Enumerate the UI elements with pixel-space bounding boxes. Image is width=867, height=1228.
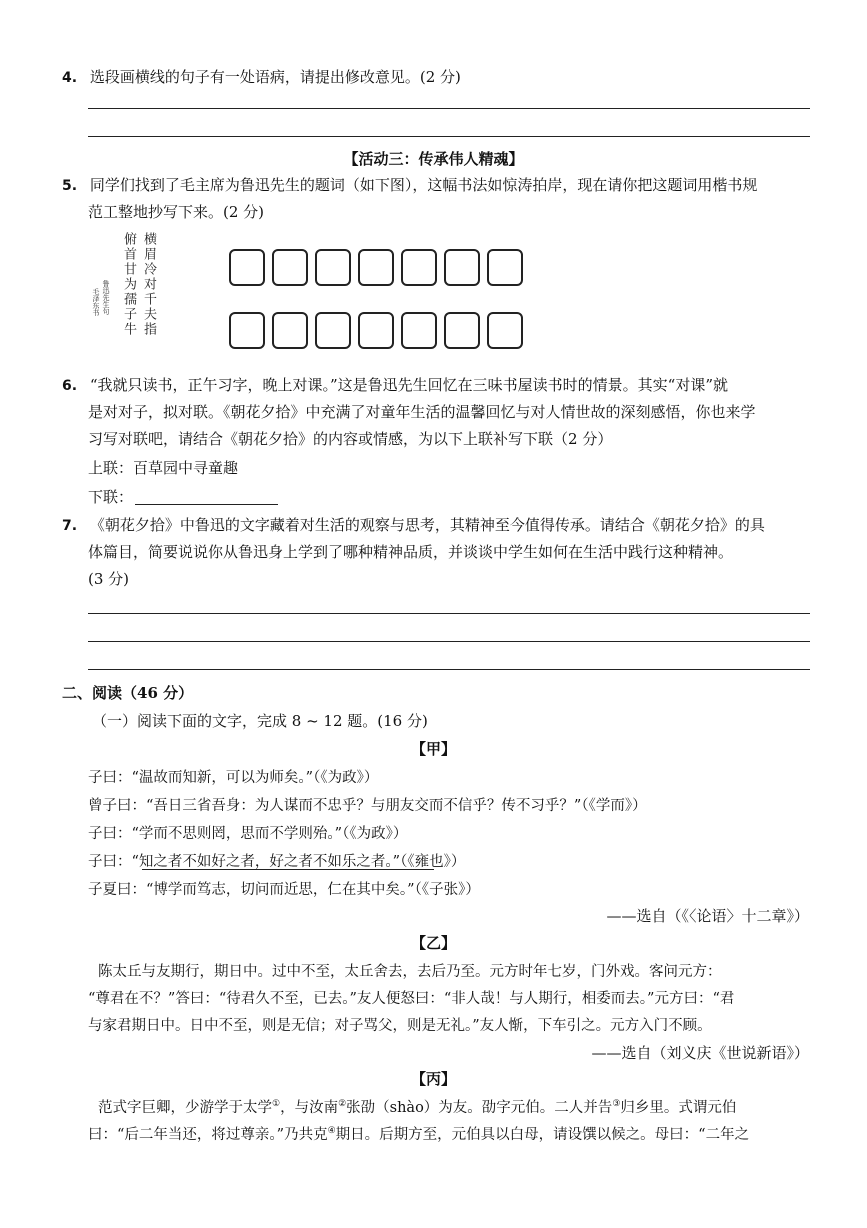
calligraphy-note-1: 鲁迅先生句 <box>102 280 110 315</box>
passage-line: 与家君期日中。日中不至，则是无信；对子骂父，则是无礼。”友人惭，下车引之。元方入门不顾。 <box>88 1018 712 1034</box>
footnote-marker: ① <box>272 1099 281 1110</box>
passage-line: 子夏曰：“博学而笃志，切问而近思，仁在其中矣。”（《子张》） <box>88 882 480 898</box>
section-heading: 二、阅读（46 分） <box>62 684 194 702</box>
writing-box[interactable] <box>444 249 480 286</box>
writing-box[interactable] <box>487 249 523 286</box>
passage-jia-heading: 【甲】 <box>410 740 456 758</box>
writing-box[interactable] <box>487 312 523 349</box>
question-text: “我就只读书，正午习字，晚上对课。”这是鲁迅先生回忆在三味书屋读书时的情景。其实“对课”就 <box>89 376 729 394</box>
question-text-cont: 体篇目，简要说说你从鲁迅身上学到了哪种精神品质，并谈谈中学生如何在生活中践行这种精神。 <box>88 543 734 561</box>
question-4 <box>62 64 461 91</box>
passage-line <box>98 1096 736 1117</box>
passage-source: ——选自（《〈论语〉十二章》） <box>606 907 809 925</box>
question-text: 《朝花夕拾》中鲁迅的文字藏着对生活的观察与思考，其精神至今值得传承。请结合《朝花夕拾》的具 <box>89 516 765 534</box>
question-text-cont: 范工整地抄写下来。(2 分) <box>88 203 265 221</box>
question-6 <box>62 372 728 399</box>
writing-box[interactable] <box>272 312 308 349</box>
text-segment: 期日。后期方至，元伯具以白母，请设馔以候之。母曰：“二年之 <box>335 1127 750 1143</box>
question-text: 同学们找到了毛主席为鲁迅先生的题词（如下图），这幅书法如惊涛拍岸，现在请你把这题词用楷书规 <box>89 176 758 194</box>
question-number: 7. <box>62 518 78 534</box>
activity-heading: 【活动三：传承伟人精魂】 <box>343 150 524 168</box>
footnote-marker: ④ <box>327 1126 336 1137</box>
answer-line[interactable] <box>88 613 810 614</box>
question-5 <box>62 172 757 199</box>
writing-box[interactable] <box>444 312 480 349</box>
passage-line: 陈太丘与友期行，期日中。过中不至，太丘舍去，去后乃至。元方时年七岁，门外戏。客问元方： <box>98 964 722 980</box>
text-segment: 曰：“后二年当还，将过尊亲。”乃共克 <box>88 1127 328 1143</box>
part-heading: （一）阅读下面的文字，完成 8 ~ 12 题。(16 分) <box>92 712 428 730</box>
footnote-marker: ③ <box>612 1099 621 1110</box>
answer-line[interactable] <box>88 108 810 109</box>
question-text-cont: (3 分) <box>88 570 130 588</box>
lower-couplet-label: 下联： <box>88 488 134 506</box>
underline <box>142 869 434 870</box>
writing-box[interactable] <box>358 249 394 286</box>
writing-box[interactable] <box>229 249 265 286</box>
answer-line[interactable] <box>88 136 810 137</box>
writing-box[interactable] <box>229 312 265 349</box>
passage-source: ——选自（刘义庆《世说新语》） <box>591 1044 809 1062</box>
passage-line: 子曰：“温故而知新，可以为师矣。”（《为政》） <box>88 770 379 786</box>
writing-box[interactable] <box>315 312 351 349</box>
text-segment: 张劭（shào）为友。劭字元伯。二人并告 <box>346 1100 613 1116</box>
calligraphy-image <box>90 232 160 362</box>
writing-box[interactable] <box>358 312 394 349</box>
writing-box[interactable] <box>315 249 351 286</box>
upper-couplet: 上联：百草园中寻童趣 <box>88 459 239 477</box>
question-text: 选段画横线的句子有一处语病，请提出修改意见。(2 分) <box>89 68 461 86</box>
answer-line[interactable] <box>88 641 810 642</box>
passage-line <box>88 1123 749 1144</box>
question-number: 5. <box>62 178 78 194</box>
writing-box[interactable] <box>401 249 437 286</box>
text-segment: 归乡里。式谓元伯 <box>620 1100 737 1116</box>
passage-bing-heading: 【丙】 <box>410 1070 456 1088</box>
text-segment: ，与汝南 <box>280 1100 339 1116</box>
calligraphy-note-2: 毛泽东书 <box>92 288 100 316</box>
footnote-marker: ② <box>338 1099 347 1110</box>
answer-line[interactable] <box>88 669 810 670</box>
question-number: 4. <box>62 70 78 86</box>
passage-line: 子曰：“学而不思则罔，思而不学则殆。”（《为政》） <box>88 826 408 842</box>
passage-line: “尊君在不？”答曰：“待君久不至，已去。”友人便怒曰：“非人哉！与人期行，相委而去。”元方曰：“君 <box>88 991 735 1007</box>
question-text-cont: 习写对联吧，请结合《朝花夕拾》的内容或情感，为以下上联补写下联（2 分） <box>88 430 613 448</box>
lower-couplet-blank[interactable] <box>135 504 278 505</box>
calligraphy-line-2: 俯首甘为孺子牛 <box>121 232 136 337</box>
question-text-cont: 是对对子，拟对联。《朝花夕拾》中充满了对童年生活的温馨回忆与对人情世故的深刻感悟，你也来学 <box>88 403 756 421</box>
calligraphy-line-1: 横眉冷对千夫指 <box>141 232 156 337</box>
question-7 <box>62 512 765 539</box>
writing-box[interactable] <box>272 249 308 286</box>
passage-line: 曾子曰：“吾日三省吾身：为人谋而不忠乎？与朋友交而不信乎？传不习乎？”（《学而》） <box>88 798 647 814</box>
passage-yi-heading: 【乙】 <box>410 934 456 952</box>
question-number: 6. <box>62 378 78 394</box>
passage-line-underlined: 子曰：“知之者不如好之者，好之者不如乐之者。”（《雍也》） <box>88 854 466 870</box>
writing-box[interactable] <box>401 312 437 349</box>
text-segment: 范式字巨卿，少游学于太学 <box>98 1100 272 1116</box>
